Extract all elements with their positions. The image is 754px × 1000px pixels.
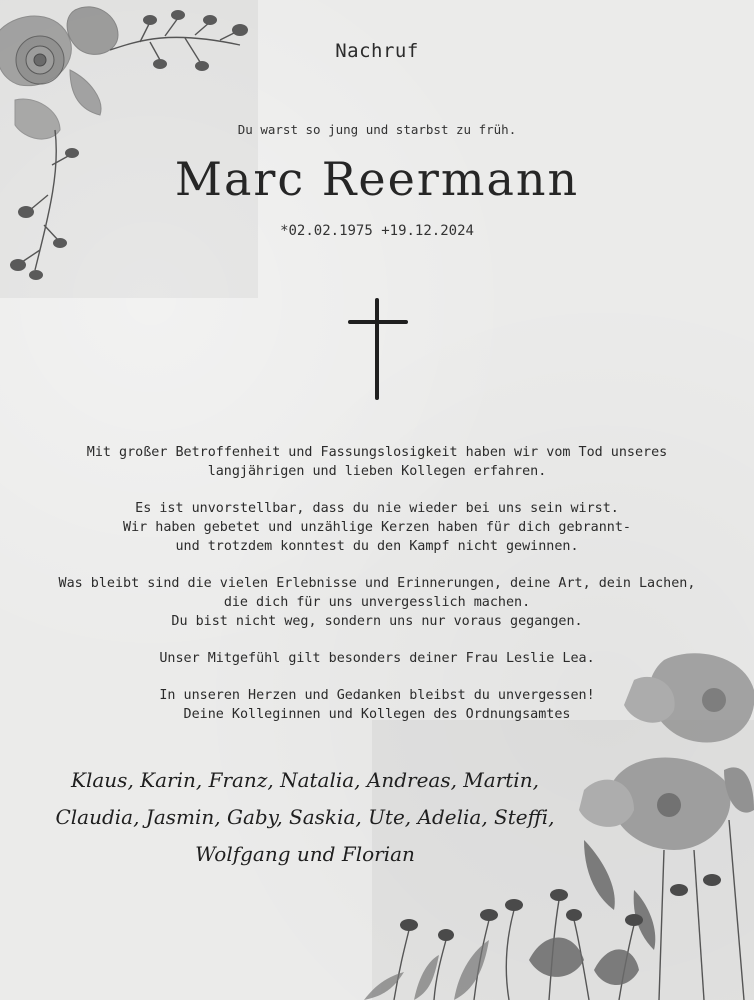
signatures <box>40 762 570 873</box>
paragraph-memories <box>0 574 754 631</box>
obituary-heading: Nachruf <box>335 40 419 62</box>
text-line: langjährigen und lieben Kollegen erfahren. <box>207 464 547 479</box>
cross-horizontal-bar <box>348 320 408 324</box>
paragraph-closing <box>0 686 754 724</box>
text-line: die dich für uns unvergesslich machen. <box>223 595 531 610</box>
text-line: Deine Kolleginnen und Kollegen des Ordnungsamtes <box>183 707 571 722</box>
signature-line: Claudia, Jasmin, Gaby, Saskia, Ute, Adelia, Steffi, <box>55 805 555 829</box>
text-line: Unser Mitgefühl gilt besonders deiner Frau Leslie Lea. <box>159 651 595 666</box>
deceased-name: Marc Reermann <box>174 152 580 206</box>
obituary-text <box>0 443 754 742</box>
cross-vertical-bar <box>375 298 379 400</box>
text-line: In unseren Herzen und Gedanken bleibst du unvergessen! <box>159 688 595 703</box>
text-line: Du bist nicht weg, sondern uns nur voraus gegangen. <box>171 614 583 629</box>
paragraph-unimaginable <box>0 499 754 556</box>
paragraph-sympathy <box>0 649 754 668</box>
memorial-quote: Du warst so jung und starbst zu früh. <box>237 122 517 137</box>
cross-icon <box>348 298 408 400</box>
text-line: und trotzdem konntest du den Kampf nicht gewinnen. <box>175 539 579 554</box>
text-line: Wir haben gebetet und unzählige Kerzen haben für dich gebrannt- <box>123 520 631 535</box>
text-line: Mit großer Betroffenheit und Fassungslosigkeit haben wir vom Tod unseres <box>86 445 668 460</box>
text-line: Was bleibt sind die vielen Erlebnisse und Erinnerungen, deine Art, dein Lachen, <box>58 576 696 591</box>
signature-line: Wolfgang und Florian <box>195 842 415 866</box>
text-line: Es ist unvorstellbar, dass du nie wieder bei uns sein wirst. <box>135 501 619 516</box>
life-dates: *02.02.1975 +19.12.2024 <box>280 223 474 239</box>
signature-line: Klaus, Karin, Franz, Natalia, Andreas, Martin, <box>71 768 539 792</box>
paragraph-condolence <box>0 443 754 481</box>
